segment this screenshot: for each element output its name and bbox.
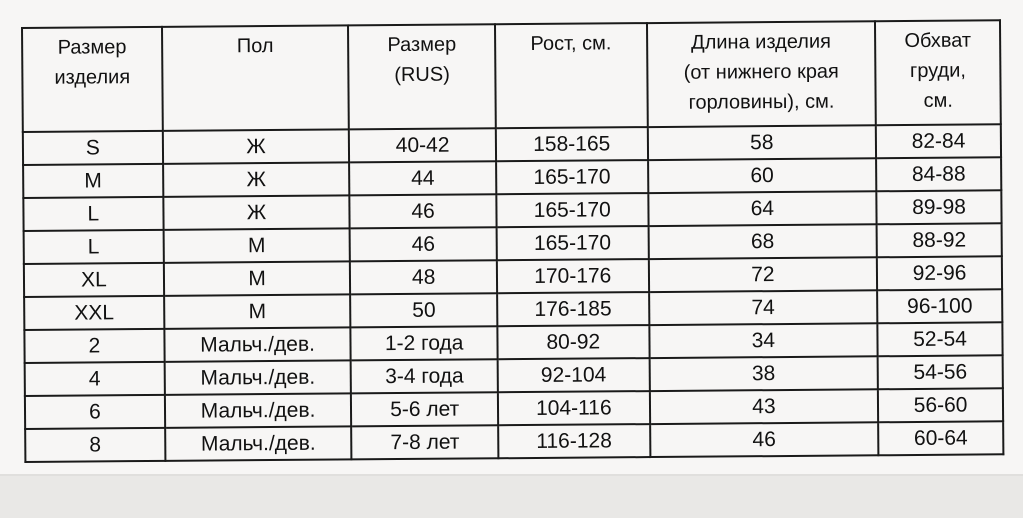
- cell-chest: 88-92: [877, 223, 1002, 257]
- cell-gender: Ж: [163, 195, 350, 229]
- cell-length: 74: [649, 290, 878, 325]
- header-height: Рост, см.: [495, 23, 647, 128]
- cell-size: S: [23, 131, 163, 165]
- cell-size: 2: [24, 329, 164, 363]
- cell-height: 165-170: [497, 226, 649, 260]
- cell-length: 58: [647, 125, 876, 160]
- cell-chest: 56-60: [878, 388, 1003, 422]
- cell-height: 158-165: [496, 127, 648, 161]
- header-size-rus: Размер (RUS): [348, 24, 496, 129]
- cell-size-rus: 40-42: [349, 128, 496, 162]
- cell-size: M: [23, 164, 163, 198]
- cell-length: 38: [649, 356, 878, 391]
- header-length: Длина изделия (от нижнего края горловины), см.: [647, 21, 876, 127]
- cell-chest: 92-96: [877, 256, 1002, 290]
- cell-gender: М: [163, 228, 350, 262]
- cell-size: L: [24, 230, 164, 264]
- cell-size: XL: [24, 263, 164, 297]
- table-header-row: [22, 20, 1001, 132]
- cell-gender: Мальч./дев.: [165, 426, 352, 460]
- cell-length: 34: [649, 323, 878, 358]
- header-size-item: Размер изделия: [22, 27, 163, 132]
- table-row: [25, 421, 1003, 462]
- cell-size-rus: 46: [350, 227, 497, 261]
- cell-gender: Ж: [163, 129, 350, 163]
- cell-size: 8: [25, 428, 165, 462]
- cell-height: 165-170: [496, 160, 648, 194]
- cell-height: 170-176: [497, 259, 649, 293]
- cell-size-rus: 1-2 года: [351, 326, 498, 360]
- header-gender: Пол: [162, 25, 349, 130]
- cell-chest: 96-100: [877, 289, 1002, 323]
- cell-chest: 84-88: [876, 157, 1001, 191]
- cell-length: 72: [648, 257, 877, 292]
- cell-gender: М: [164, 294, 351, 328]
- cell-size-rus: 7-8 лет: [351, 425, 498, 459]
- cell-size: L: [23, 197, 163, 231]
- cell-size: 4: [25, 362, 165, 396]
- cell-gender: Ж: [163, 162, 350, 196]
- cell-size-rus: 5-6 лет: [351, 392, 498, 426]
- page-bottom-margin: [0, 476, 1023, 518]
- cell-chest: 54-56: [878, 355, 1003, 389]
- cell-gender: Мальч./дев.: [164, 360, 351, 394]
- cell-size-rus: 46: [350, 194, 497, 228]
- cell-height: 104-116: [498, 391, 650, 425]
- cell-gender: Мальч./дев.: [165, 393, 352, 427]
- cell-size-rus: 3-4 года: [351, 359, 498, 393]
- cell-length: 64: [648, 191, 877, 226]
- cell-height: 165-170: [496, 193, 648, 227]
- cell-chest: 60-64: [878, 421, 1003, 455]
- cell-gender: Мальч./дев.: [164, 327, 351, 361]
- cell-length: 60: [648, 158, 877, 193]
- cell-gender: М: [164, 261, 351, 295]
- cell-length: 46: [650, 422, 879, 457]
- cell-size-rus: 48: [350, 260, 497, 294]
- cell-height: 80-92: [497, 325, 649, 359]
- cell-height: 92-104: [498, 358, 650, 392]
- cell-chest: 82-84: [876, 124, 1001, 158]
- cell-height: 176-185: [497, 292, 649, 326]
- cell-size-rus: 50: [350, 293, 497, 327]
- cell-chest: 89-98: [876, 190, 1001, 224]
- cell-length: 43: [649, 389, 878, 424]
- size-chart-table: [21, 19, 1004, 463]
- cell-length: 68: [648, 224, 877, 259]
- header-chest: Обхват груди, см.: [875, 20, 1001, 125]
- cell-chest: 52-54: [878, 322, 1003, 356]
- cell-size: XXL: [24, 296, 164, 330]
- cell-height: 116-128: [498, 424, 650, 458]
- cell-size-rus: 44: [349, 161, 496, 195]
- cell-size: 6: [25, 395, 165, 429]
